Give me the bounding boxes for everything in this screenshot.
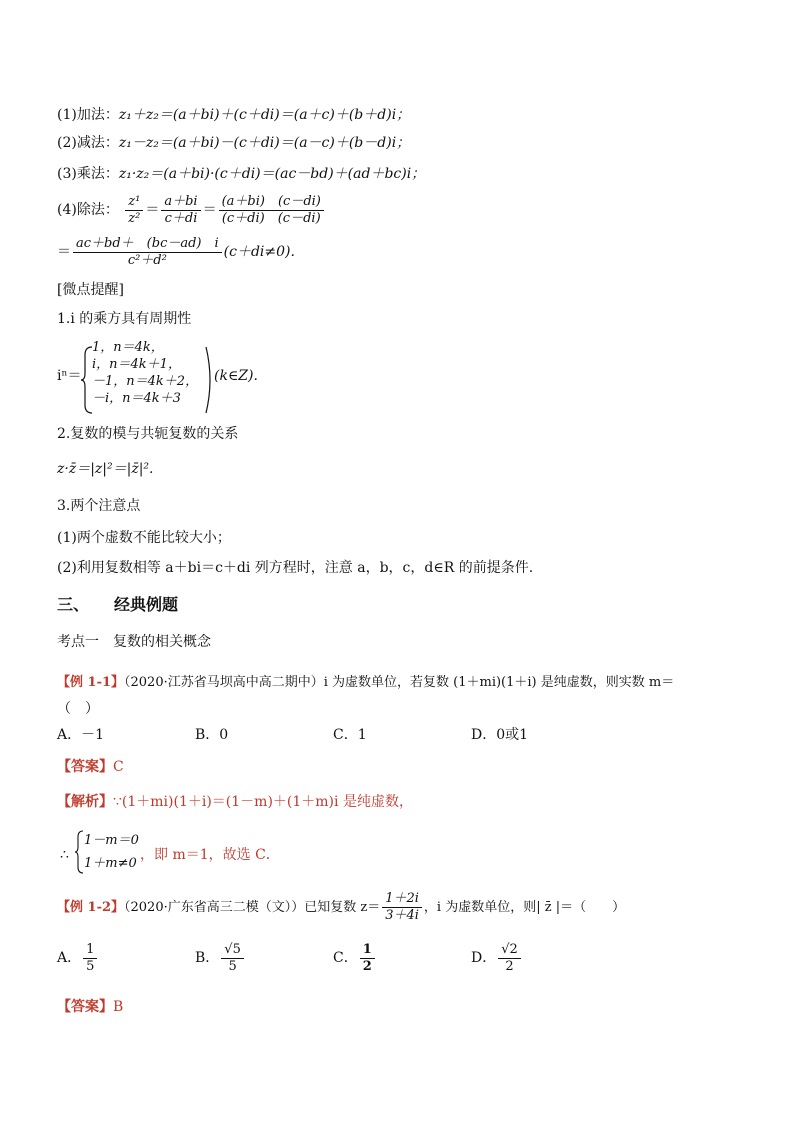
div-frac-1-den: z² xyxy=(128,210,141,226)
ex1-answer-value: C xyxy=(113,759,124,775)
section-number: 三、 xyxy=(57,595,90,614)
op-mul xyxy=(57,165,425,183)
ex1-analysis-tag: 【解析】 xyxy=(57,794,113,810)
system-brace-icon xyxy=(74,829,84,875)
op-div-line2: ＝ $\frac{ac+bd+ (bc-ad) i}{\text{c²＋d²}}$ (c＋di≠0). xyxy=(57,235,295,268)
ex1-analysis-text: ∵(1＋mi)(1＋i)＝(1－m)＋(1＋m)i 是纯虚数， xyxy=(113,794,413,810)
ex1-answer xyxy=(57,758,124,776)
ex1-analysis xyxy=(57,793,413,811)
op-add xyxy=(57,106,410,124)
op-add-label: (1)加法： xyxy=(57,107,119,123)
ex1-paren: （ ） xyxy=(57,701,99,717)
ex2-z-num: 1＋2i xyxy=(382,891,422,908)
kaodian-title: 考点一 复数的相关概念 xyxy=(57,634,211,650)
ex2-option-a-letter: A． xyxy=(57,950,82,966)
div-frac-4-num: ac＋bd＋ (bc－ad) i xyxy=(73,236,222,253)
ex2-option-c xyxy=(333,940,377,976)
ex1-tag: 【例 1-1】 xyxy=(57,675,125,690)
div-condition: (c＋di≠0). xyxy=(223,244,295,260)
div-frac-3 xyxy=(219,194,324,227)
ex1-sys-eq1: 1－m＝0 xyxy=(84,833,139,848)
ex2-option-c-letter: C． xyxy=(333,950,358,966)
tips-heading: [微点提醒] xyxy=(57,282,124,298)
op-sub-label: (2)减法： xyxy=(57,135,119,151)
div-frac-1-num: z¹ xyxy=(125,194,143,211)
ex2-stem-line xyxy=(57,888,625,928)
div-frac-4-den: c²＋d² xyxy=(127,252,167,268)
ex2-answer-tag: 【答案】 xyxy=(57,999,113,1015)
op-div: (4)除法： $\frac{\text{z¹}}{\text{z²}}$ ＝ $\frac{a+bi}{c+di}$ ＝ $\frac{(a+bi) (c-di)}{(c+di) (c-di)}$ xyxy=(57,190,326,230)
ex2-stem-a: 已知复数 z＝ xyxy=(304,900,381,915)
ex2-option-c-frac xyxy=(360,942,375,975)
div-frac-1 xyxy=(125,194,143,227)
tip1-title: 1.i 的乘方具有周期性 xyxy=(57,311,192,327)
ex1-option-a: A．－1 xyxy=(57,727,105,743)
ex2-source: （2020·广东省高三二模（文）） xyxy=(124,900,305,915)
ex1-therefore: ∴ xyxy=(60,847,69,863)
tip3-a: (1)两个虚数不能比较大小； xyxy=(57,530,231,546)
period-lhs: iⁿ＝ xyxy=(57,368,82,384)
ex2-option-d-num: √2 xyxy=(498,942,521,959)
div-frac-3-den: (c＋di) (c－di) xyxy=(221,210,321,226)
ex1-conclusion: ，即 m＝1，故选 C． xyxy=(140,847,280,863)
ex2-option-b-frac xyxy=(221,942,244,975)
op-div-label: (4)除法： xyxy=(57,202,119,218)
ex2-option-b-den: 5 xyxy=(228,958,237,974)
ex1-option-d: D．0或1 xyxy=(471,727,529,743)
tip3-title: 3.两个注意点 xyxy=(57,498,141,514)
div-frac-4 xyxy=(73,236,222,269)
ex2-option-d-frac xyxy=(498,942,521,975)
period-case-1: 1，n＝4k， xyxy=(92,340,164,355)
ex1-source: （2020·江苏省马坝高中高二期中） xyxy=(124,675,324,690)
ex1-answer-tag: 【答案】 xyxy=(57,759,113,775)
tip2-formula: z·z̄＝|z|²＝|z̄|². xyxy=(57,461,154,477)
ex2-option-a xyxy=(57,940,99,976)
ex2-option-b-letter: B． xyxy=(195,950,220,966)
ex2-option-d-letter: D． xyxy=(471,950,497,966)
ex1-option-c: C．1 xyxy=(333,727,367,743)
div-frac-2-num: a＋bi xyxy=(161,194,200,211)
ex2-option-a-num: 1 xyxy=(83,942,97,959)
ex2-option-b xyxy=(195,940,246,976)
ex1-option-b: B．0 xyxy=(195,727,229,743)
op-sub-formula: z₁－z₂＝(a＋bi)－(c＋di)＝(a－c)＋(b－d)i； xyxy=(118,135,411,151)
ex2-option-a-frac xyxy=(83,942,97,975)
ex1-stem: i 为虚数单位，若复数 (1＋mi)(1＋i) 是纯虚数，则实数 m＝ xyxy=(323,675,675,690)
ex2-option-b-num: √5 xyxy=(221,942,244,959)
ex2-option-c-num: 1 xyxy=(360,942,375,959)
div-frac-2-den: c＋di xyxy=(164,210,198,226)
ex2-stem-b: ，i 为虚数单位，则| z̄ |＝（ ） xyxy=(423,900,626,915)
ex2-answer-value: B xyxy=(113,999,124,1015)
op-mul-label: (3)乘法： xyxy=(57,166,119,182)
ex2-z-den: 3＋4i xyxy=(385,908,419,923)
div-frac-3-num: (a＋bi) (c－di) xyxy=(219,194,324,211)
ex2-option-c-den: 2 xyxy=(362,958,372,974)
period-case-2: i，n＝4k＋1， xyxy=(92,357,181,372)
period-rhs: (k∈Z). xyxy=(214,368,258,384)
ex2-option-d-den: 2 xyxy=(505,958,514,974)
op-mul-formula: z₁·z₂＝(a＋bi)·(c＋di)＝(ac－bd)＋(ad＋bc)i； xyxy=(118,166,426,182)
op-sub xyxy=(57,134,410,152)
ex2-tag: 【例 1-2】 xyxy=(57,900,125,915)
tip2-title: 2.复数的模与共轭复数的关系 xyxy=(57,426,239,442)
ex2-option-a-den: 5 xyxy=(86,958,95,974)
ex1-stem-line xyxy=(57,674,674,692)
period-case-4: －i，n＝4k＋3 xyxy=(92,391,181,406)
div-frac-2 xyxy=(161,194,200,227)
period-case-3: －1，n＝4k＋2， xyxy=(92,374,199,389)
ex1-sys-eq2: 1＋m≠0 xyxy=(84,856,137,871)
ex2-answer xyxy=(57,998,123,1016)
ex2-z-frac xyxy=(382,891,422,924)
tip3-b: (2)利用复数相等 a＋bi＝c＋di 列方程时，注意 a，b，c，d∈R 的前提条件. xyxy=(57,560,534,576)
ex2-option-d xyxy=(471,940,523,976)
section-title: 经典例题 xyxy=(114,595,179,614)
op-add-formula: z₁＋z₂＝(a＋bi)＋(c＋di)＝(a＋c)＋(b＋d)i； xyxy=(118,107,411,123)
